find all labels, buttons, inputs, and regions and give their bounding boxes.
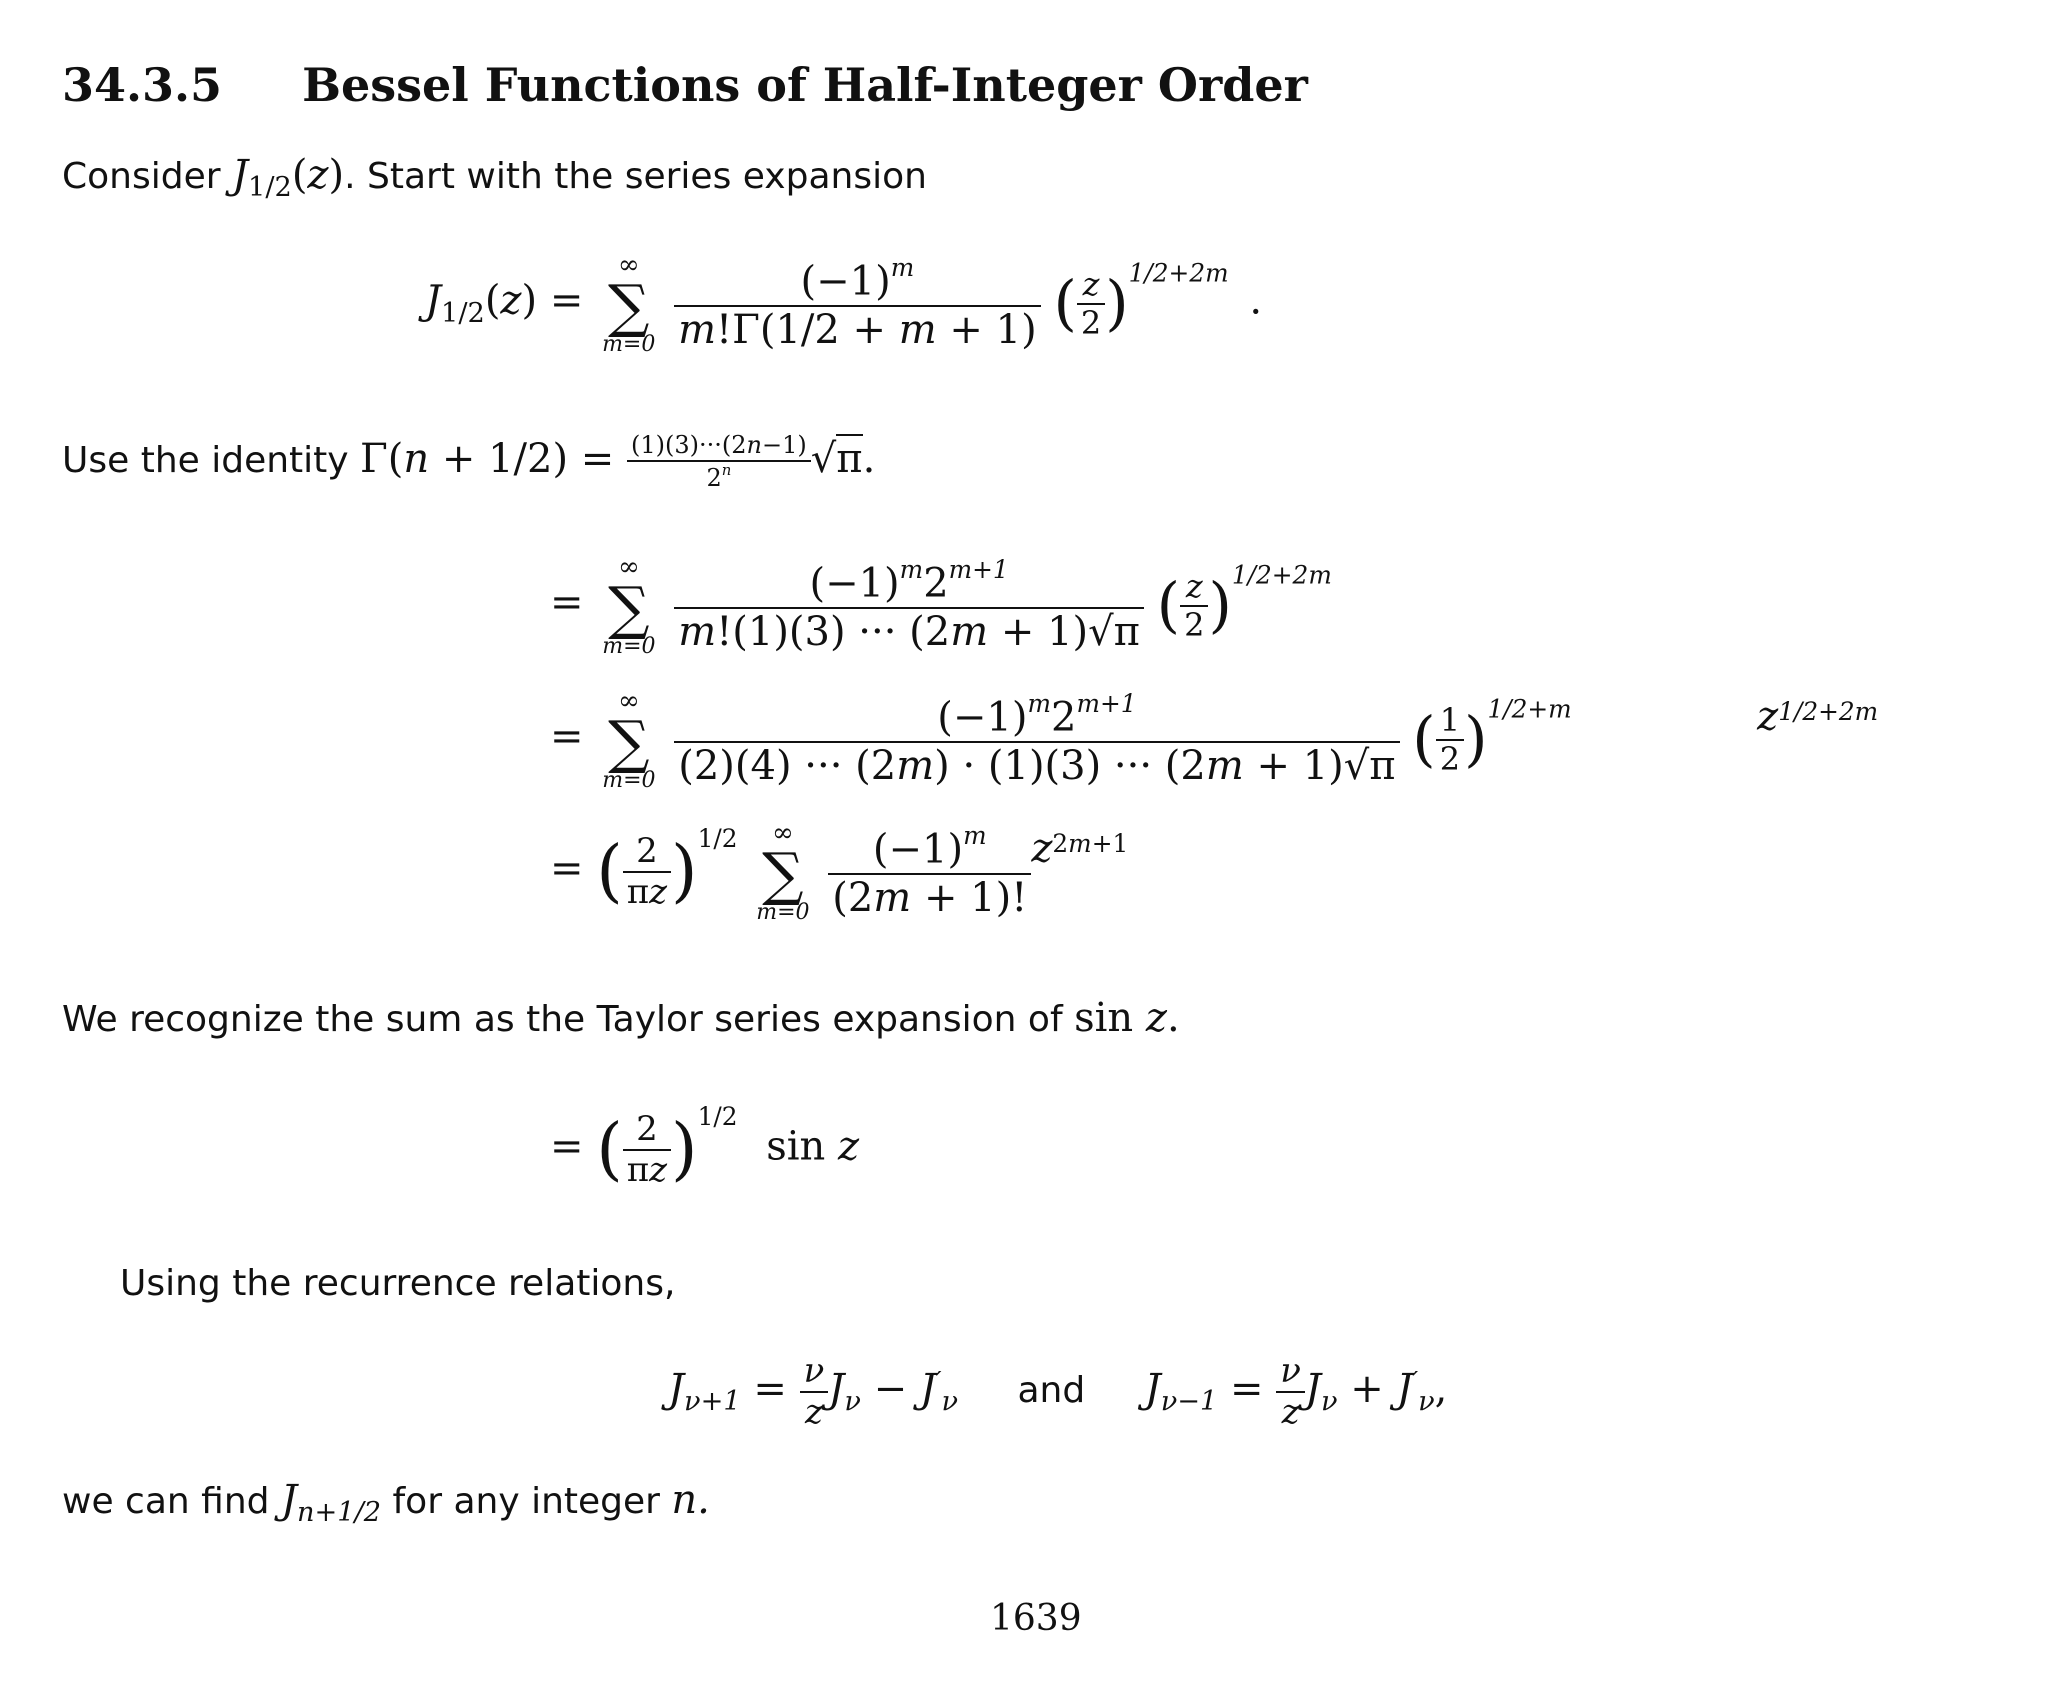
equation-series-expansion: $J_{1/2}(z)$ = ∞ ∑ m=0 $\frac{(-1)^m}{m!\Gamma(1/2 + m + 1)}$ ( $\frac{z}{2}$ )$^{1/2+2m}$ .: [425, 250, 1263, 358]
inline-math-j-n-half: $J_{n+1/2}$: [280, 1477, 382, 1529]
recurrence-1: $J_{\nu+1}$ = $\frac{\nu}{z}$ $J_\nu - J'_\nu$: [668, 1351, 959, 1433]
equation-recurrence: [668, 1352, 1447, 1432]
conclusion-text-b: for any integer: [392, 1481, 660, 1522]
page-number: 1639: [990, 1598, 1082, 1639]
inline-math-n: n.: [671, 1477, 710, 1523]
equation-step-4: = ( $\frac{2}{\pi z}$ )$^{1/2}$ ∞ ∑ m=0 $\frac{(-1)^m}{(2m + 1)!}$ $z^{2m+1}$: [550, 818, 1129, 926]
recurrence-2: $J_{\nu-1}$ = $\frac{\nu}{z}$ $J_\nu + J'_\nu$,: [1144, 1351, 1448, 1433]
paragraph-taylor: [62, 995, 1180, 1041]
paragraph-identity: [62, 432, 875, 492]
inline-math-gamma-identity: Γ(n + 1/2) = $\frac{(1)(3)\cdot\cdot\cdot(2n-1)}{2^n}$ √π.: [360, 431, 876, 492]
paragraph-conclusion: [62, 1477, 710, 1528]
intro-text-b: . Start with the series expansion: [344, 156, 927, 197]
taylor-text: We recognize the sum as the Taylor series expansion of: [62, 999, 1063, 1040]
conclusion-text-a: we can find: [62, 1481, 270, 1522]
inline-math-sin-z: sin z.: [1074, 995, 1180, 1041]
equation-step-3: = ∞ ∑ m=0 $\frac{(-1)^m2^{m+1}}{(2)(4) \cdot\cdot\cdot (2m) \cdot (1)(3) \cdot\cdot\cdot (2m + 1)√\pi}$ ( $\frac{1}{2}$ )$^{1/2+m}$ $z^{1/2+2m}$: [550, 686, 1879, 794]
section-title: Bessel Functions of Half-Integer Order: [302, 58, 1308, 112]
identity-text: Use the identity: [62, 440, 349, 482]
paragraph-recurrence: [120, 1263, 675, 1304]
paragraph-intro: [62, 152, 927, 203]
equation-step-2: = ∞ ∑ m=0 $\frac{(-1)^m2^{m+1}}{m!(1)(3) \cdot\cdot\cdot (2m + 1)√\pi}$ ( $\frac{z}{2}$ )$^{1/2+2m}$: [550, 552, 1332, 660]
inline-math-j-half: $J_{1/2}(z)$: [232, 152, 345, 204]
intro-text-a: Consider: [62, 156, 221, 197]
and-word: and: [1017, 1370, 1086, 1412]
section-heading: [62, 58, 1308, 112]
recurrence-text: Using the recurrence relations,: [120, 1263, 676, 1304]
section-number: 34.3.5: [62, 58, 223, 112]
equation-result: = ( $\frac{2}{\pi z}$ )$^{1/2}$ sin z: [550, 1102, 860, 1190]
